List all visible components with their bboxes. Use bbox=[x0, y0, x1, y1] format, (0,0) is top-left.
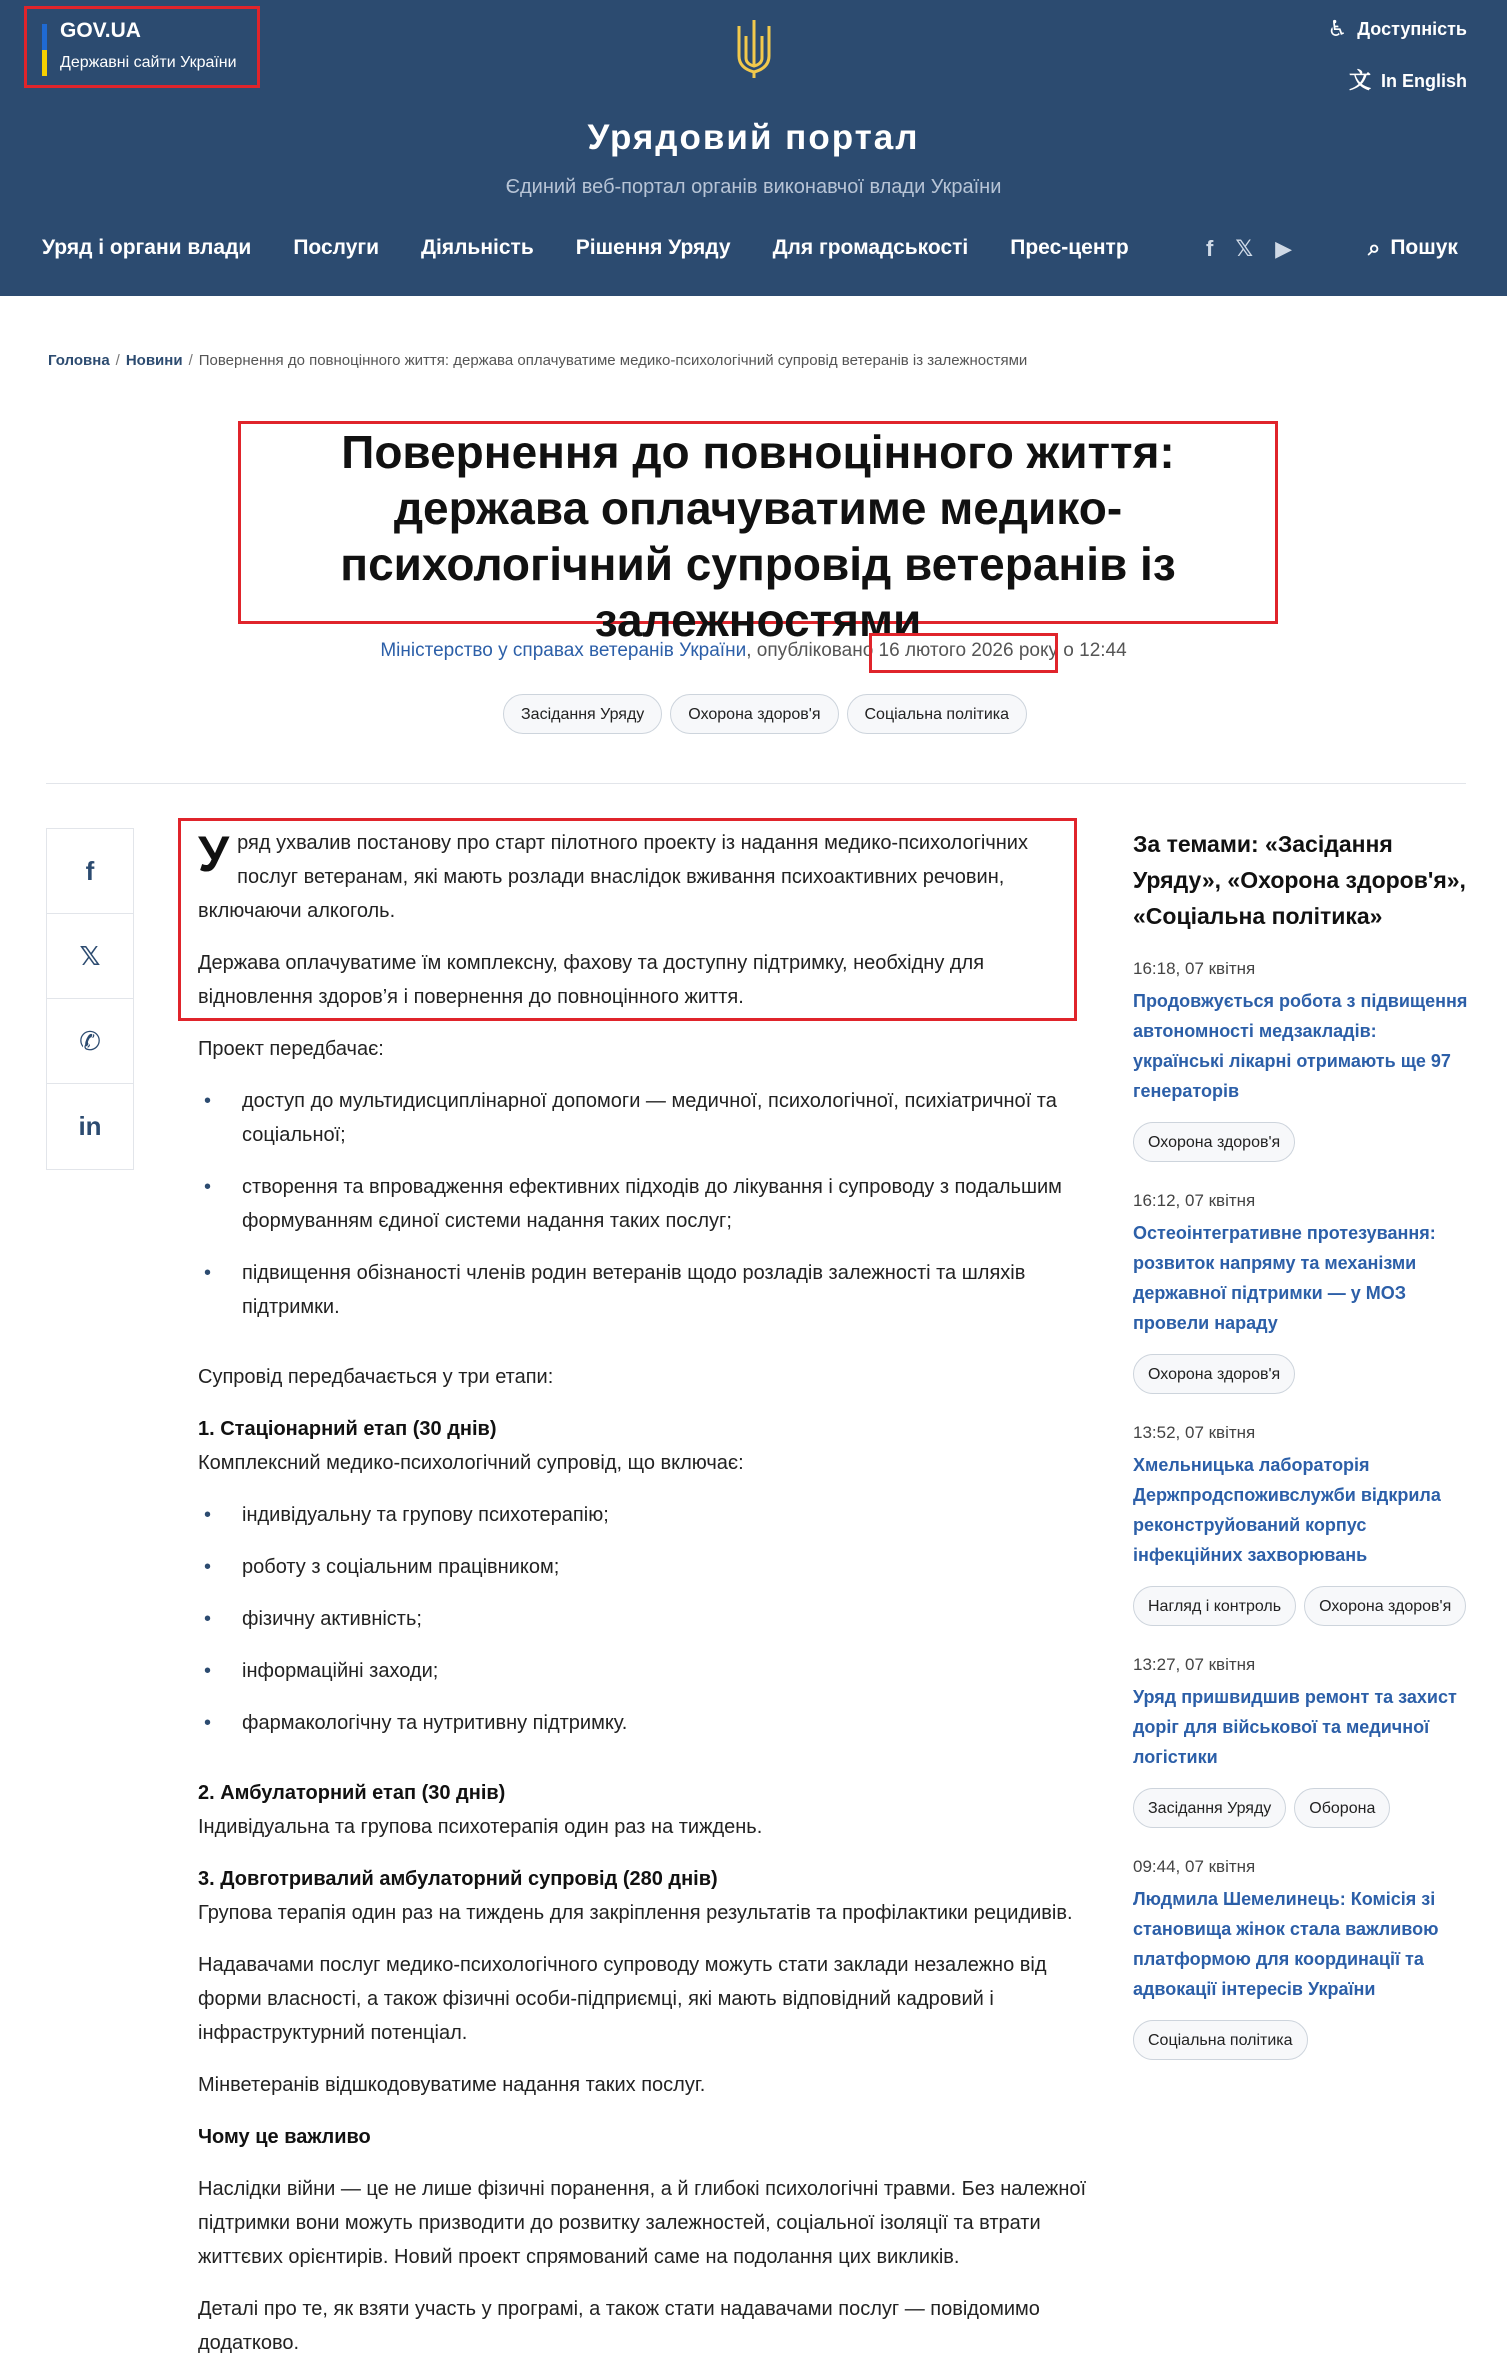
list-item: • фізичну активність; bbox=[198, 1602, 1090, 1636]
news-item bbox=[1133, 1856, 1468, 2060]
govua-subtitle: Державні сайти України bbox=[60, 54, 237, 71]
news-date: 13:27, 07 квітня bbox=[1133, 1655, 1256, 1674]
lead-text: ряд ухвалив постанову про старт пілотного проекту із надання медико-психологічних послуг ветеранам, які мають розлади внаслідок вживання психоактивних речовин, включаючи алкоголь. bbox=[198, 832, 1028, 922]
search-label: Пошук bbox=[1390, 236, 1458, 259]
stage-title: 1. Стаціонарний етап (30 днів) bbox=[198, 1418, 497, 1440]
news-link[interactable]: Хмельницька лабораторія Держпродспоживслужби відкрила реконструйований корпус інфекційних захворювань bbox=[1133, 1455, 1441, 1565]
publish-date: 16 лютого 2026 року bbox=[878, 640, 1058, 661]
stage-title: 3. Довготривалий амбулаторний супровід (280 днів) bbox=[198, 1868, 718, 1890]
nav-press[interactable]: Прес-центр bbox=[1010, 236, 1129, 259]
list-item: • доступ до мультидисциплінарної допомоги — медичної, психологічної, психіатричної та соціальної; bbox=[198, 1084, 1090, 1152]
news-tags bbox=[1133, 1586, 1468, 1626]
article-meta bbox=[0, 640, 1507, 662]
paragraph: Мінветеранів відшкодовуватиме надання таких послуг. bbox=[198, 2074, 706, 2096]
divider bbox=[46, 783, 1466, 784]
list-item: • інформаційні заходи; bbox=[198, 1654, 1090, 1688]
page-title: Повернення до повноцінного життя: держава оплачуватиме медико-психологічний супровід ветеранів із залежностями bbox=[340, 426, 1176, 646]
paragraph: Проект передбачає: bbox=[198, 1038, 384, 1060]
highlight-box bbox=[869, 633, 1058, 673]
paragraph: Комплексний медико-психологічний супровід, що включає: bbox=[198, 1452, 744, 1474]
paragraph: Групова терапія один раз на тиждень для закріплення результатів та профілактики рецидивів. bbox=[198, 1902, 1073, 1924]
news-tags bbox=[1133, 1788, 1468, 1828]
news-item bbox=[1133, 1654, 1468, 1828]
news-link[interactable]: Уряд пришвидшив ремонт та захист доріг для військової та медичної логістики bbox=[1133, 1687, 1457, 1767]
news-tags bbox=[1133, 1354, 1468, 1394]
tag-link[interactable]: Охорона здоров'я bbox=[1304, 1586, 1466, 1626]
social-links bbox=[1206, 236, 1292, 262]
breadcrumb-news[interactable]: Новини bbox=[125, 352, 183, 369]
accessibility-button[interactable] bbox=[1328, 18, 1467, 40]
trident-icon[interactable] bbox=[731, 16, 777, 82]
list-item: • роботу з соціальним працівником; bbox=[198, 1550, 1090, 1584]
nav-public[interactable]: Для громадськості bbox=[772, 236, 969, 259]
tag-link[interactable]: Соціальна політика bbox=[1133, 2020, 1308, 2060]
news-item bbox=[1133, 1190, 1468, 1394]
news-link[interactable]: Остеоінтегративне протезування: розвиток напряму та механізми державної підтримки — у МОЗ провели нараду bbox=[1133, 1223, 1436, 1333]
sidebar-title: За темами: «Засідання Уряду», «Охорона здоров'я», «Соціальна політика» bbox=[1133, 831, 1466, 929]
news-date: 16:12, 07 квітня bbox=[1133, 1191, 1256, 1210]
x-icon[interactable]: 𝕏 bbox=[1235, 236, 1254, 261]
section-title: Чому це важливо bbox=[198, 2126, 371, 2148]
tag-link[interactable]: Охорона здоров'я bbox=[670, 694, 838, 734]
source-link[interactable]: Міністерство у справах ветеранів України bbox=[380, 640, 747, 661]
article-body bbox=[198, 826, 1090, 2375]
linkedin-icon[interactable]: in bbox=[78, 1111, 102, 1141]
article-tags bbox=[503, 694, 1027, 734]
language-switch[interactable] bbox=[1349, 70, 1467, 92]
nav-activity[interactable]: Діяльність bbox=[421, 236, 534, 259]
list-item: • створення та впровадження ефективних підходів до лікування і супроводу з подальшим формуванням єдиної системи надання таких послуг; bbox=[198, 1170, 1090, 1238]
flag-strip bbox=[42, 24, 47, 76]
nav-services[interactable]: Послуги bbox=[293, 236, 380, 259]
x-icon[interactable]: 𝕏 bbox=[47, 914, 133, 999]
tag-link[interactable]: Соціальна політика bbox=[847, 694, 1028, 734]
bullet-list bbox=[198, 1084, 1090, 1324]
portal-title[interactable]: Урядовий портал bbox=[587, 118, 920, 157]
paragraph: Індивідуальна та групова психотерапія один раз на тиждень. bbox=[198, 1816, 763, 1838]
facebook-icon[interactable]: f bbox=[1206, 236, 1214, 261]
site-header bbox=[0, 0, 1507, 296]
lead-paragraph bbox=[198, 826, 1090, 928]
tag-link[interactable]: Засідання Уряду bbox=[1133, 1788, 1286, 1828]
paragraph: Деталі про те, як взяти участь у програмі, а також стати надавачами послуг — повідомимо додатково. bbox=[198, 2298, 1040, 2354]
tag-link[interactable]: Охорона здоров'я bbox=[1133, 1354, 1295, 1394]
news-link[interactable]: Людмила Шемелинець: Комісія зі становища жінок стала важливою платформою для координації та адвокації інтересів України bbox=[1133, 1889, 1439, 1999]
youtube-icon[interactable]: ▶ bbox=[1275, 236, 1292, 261]
paragraph: Наслідки війни — це не лише фізичні поранення, а й глибокі психологічні травми. Без належної підтримки вони можуть призводити до розвитку залежностей, соціальної ізоляції та втрати життєвих орієнтирів. Новий проект спрямований саме на подолання цих викликів. bbox=[198, 2178, 1087, 2268]
stage-title: 2. Амбулаторний етап (30 днів) bbox=[198, 1782, 506, 1804]
news-item bbox=[1133, 1422, 1468, 1626]
paragraph: Надавачами послуг медико-психологічного супроводу можуть стати заклади незалежно від форми власності, а також фізичні особи-підприємці, які мають відповідний кадровий і інфраструктурний потенціал. bbox=[198, 1954, 1047, 2044]
breadcrumb-separator: / bbox=[188, 352, 193, 369]
news-tags bbox=[1133, 2020, 1468, 2060]
share-panel bbox=[46, 828, 134, 1170]
accessibility-icon: ♿ bbox=[1327, 16, 1348, 41]
list-item: • підвищення обізнаності членів родин ветеранів щодо розладів залежності та шляхів підтримки. bbox=[198, 1256, 1090, 1324]
language-label: In English bbox=[1380, 70, 1467, 91]
news-item bbox=[1133, 958, 1468, 1162]
related-news bbox=[1133, 826, 1468, 2088]
news-date: 09:44, 07 квітня bbox=[1133, 1857, 1256, 1876]
nav-decisions[interactable]: Рішення Уряду bbox=[575, 236, 731, 259]
breadcrumb-current: Повернення до повноцінного життя: держава оплачуватиме медико-психологічний супровід ветеранів із залежностями bbox=[198, 352, 1028, 369]
news-link[interactable]: Продовжується робота з підвищення автономності медзакладів: українські лікарні отримають ще 97 генераторів bbox=[1133, 991, 1468, 1101]
breadcrumb-home[interactable]: Головна bbox=[48, 352, 110, 369]
tag-link[interactable]: Охорона здоров'я bbox=[1133, 1122, 1295, 1162]
news-date: 16:18, 07 квітня bbox=[1133, 959, 1256, 978]
news-date: 13:52, 07 квітня bbox=[1133, 1423, 1256, 1442]
list-item: • фармакологічну та нутритивну підтримку. bbox=[198, 1706, 1090, 1740]
translate-icon: 文 bbox=[1348, 68, 1371, 93]
nav-government[interactable]: Уряд і органи влади bbox=[42, 236, 252, 259]
search-icon: ⌕ bbox=[1368, 235, 1381, 260]
tag-link[interactable]: Оборона bbox=[1294, 1788, 1390, 1828]
lead-paragraph: Держава оплачуватиме їм комплексну, фахову та доступну підтримку, необхідну для відновлення здоров’я і повернення до повноцінного життя. bbox=[198, 952, 985, 1008]
news-tags bbox=[1133, 1122, 1468, 1162]
accessibility-label: Доступність bbox=[1357, 18, 1467, 39]
breadcrumb bbox=[48, 352, 1027, 369]
facebook-icon[interactable]: f bbox=[47, 829, 133, 914]
list-item: • індивідуальну та групову психотерапію; bbox=[198, 1498, 1090, 1532]
bullet-list bbox=[198, 1498, 1090, 1740]
publish-time: о 12:44 bbox=[1063, 640, 1127, 661]
tag-link[interactable]: Нагляд і контроль bbox=[1133, 1586, 1296, 1626]
govua-link[interactable] bbox=[24, 6, 260, 88]
dropcap: У bbox=[198, 826, 230, 882]
govua-title: GOV.UA bbox=[60, 19, 141, 42]
tag-link[interactable]: Засідання Уряду bbox=[503, 694, 662, 734]
portal-subtitle: Єдиний веб-портал органів виконавчої влади України bbox=[505, 176, 1002, 198]
breadcrumb-separator: / bbox=[115, 352, 120, 369]
whatsapp-icon[interactable]: ✆ bbox=[47, 999, 133, 1084]
paragraph: Супровід передбачається у три етапи: bbox=[198, 1366, 554, 1388]
search-button[interactable] bbox=[1368, 236, 1458, 260]
main-nav bbox=[42, 236, 1129, 260]
published-prefix: , опубліковано bbox=[746, 640, 874, 661]
